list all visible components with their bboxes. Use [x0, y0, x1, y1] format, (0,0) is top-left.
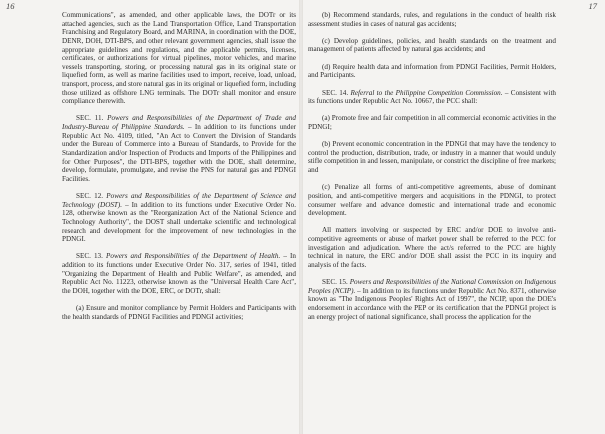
section-14 [308, 89, 556, 106]
section-number: SEC. 11. [76, 114, 104, 123]
right-text-column [308, 11, 556, 321]
section-number: SEC. 15. [322, 278, 348, 287]
section-13 [62, 252, 296, 295]
page-number: 16 [6, 1, 15, 11]
left-page [0, 0, 300, 434]
section-title: Powers and Responsibilities of the Department of Trade and Industry-Bureau of Philippine Standards. [62, 114, 296, 132]
paragraph-referral: All matters involving or suspected by ERC and/or DOE to involve anti-competitive agreements or abuse of market power shall be referred to the PCC for investigation and adjudication. Where the act/s referred to the PCC are highly technical in nature, the ERC and/or DOE shall assist the PCC in its inquiry and analysis of the facts. [308, 226, 556, 269]
section-15 [308, 278, 556, 321]
pcc-item-a: (a) Promote free and fair competition in all commercial economic activities in the PDNGI; [308, 114, 556, 131]
section-body: – In addition to its functions under Executive Order No. 128, otherwise known as the "Reorganization Act of the National Science and Technology Authority", the DOST shall undertake scientific and technological research and development for the improvement of new technologies in the PDNGI. [62, 200, 296, 244]
section-11 [62, 114, 296, 183]
section-number: SEC. 12. [76, 192, 104, 201]
section-number: SEC. 13. [76, 252, 103, 261]
section-title: Referral to the Philippine Competition Commission. [350, 88, 503, 97]
section-title: Powers and Responsibilities of the National Commission on Indigenous Peoples (NCIP). [308, 278, 556, 295]
section-body: – In addition to its functions under Republic Act No. 4109, titled, "An Act to Convert the Division of Standards under the Bureau of Commerce into a Bureau of Standards, to Provide for the Standardization and/or Inspection of Products and Imports of the Philippines and for Other Purposes", the DTI-BPS, together with the DOE, shall determine, develop, formulate, promulgate, and revise the PNS for natural gas and PDNGI Facilities. [62, 123, 296, 183]
list-item-a: (a) Ensure and monitor compliance by Permit Holders and Participants with the health standards of PDNGI Facilities and PDNGI activities; [62, 304, 296, 321]
section-title: Powers and Responsibilities of the Department of Health. [106, 252, 281, 261]
section-body: – Consistent with its functions under Republic Act No. 10667, the PCC shall: [308, 88, 557, 106]
list-item-d: (d) Require health data and information from PDNGI Facilities, Permit Holders, and Participants. [308, 62, 556, 80]
section-body: – In addition to its functions under Republic Act No. 8371, otherwise known as "The Indigenous Peoples' Rights Act of 1997", the NCIP, upon the DOE's endorsement in accordance with the PEP or its certification that the PDNGI project is an energy project of national significance, shall process the application for the [308, 286, 556, 321]
pcc-item-b: (b) Prevent economic concentration in the PDNGI that may have the tendency to control the production, distribution, trade, or industry in a manner that would unduly stifle competition in and lessen, manipulate, or constrict the discipline of free markets; and [308, 140, 556, 175]
right-page [302, 0, 605, 434]
section-number: SEC. 14. [322, 88, 349, 97]
section-body: – In addition to its functions under Executive Order No. 317, series of 1941, titled "Organizing the Department of Health and Public Welfare", as amended, and Republic Act No. 11223, otherwise known as the "Universal Health Care Act", the DOH, together with the DOE, ERC, or DOTr, shall: [62, 252, 297, 295]
section-12 [62, 192, 296, 244]
list-item-c: (c) Develop guidelines, policies, and health standards on the treatment and management of patients affected by natural gas accidents; and [308, 36, 556, 54]
page-number: 17 [588, 1, 597, 11]
list-item-b: (b) Recommend standards, rules, and regulations in the conduct of health risk assessment studies in cases of natural gas accidents; [308, 11, 556, 28]
pcc-item-c: (c) Penalize all forms of anti-competitive agreements, abuse of dominant position, and anti-competitive mergers and acquisitions in the PDNGI, to protect consumer welfare and advance domestic and international trade and economic development. [308, 183, 556, 218]
left-text-column [62, 11, 296, 321]
section-title: Powers and Responsibilities of the Department of Science and Technology (DOST). [62, 192, 296, 209]
paragraph-dotr-continued: Communications", as amended, and other applicable laws, the DOTr or its attached agencies, such as the Land Transportation Office, Land Transportation Franchising and Regulatory Board, and MARINA, in coordination with the DOE, DENR, DOH, DTI-BPS, and other relevant government agencies, shall issue the appropriate guidelines and regulations, and the applicable permits, licenses, certificates, or authorizations for virtual pipelines, motor vehicles, and marine vessels transporting, storing, or processing natural gas in its original state or liquefied form, as well as marine facilities used to import, receive, load, unload, transport, process, and store natural gas in its original or liquefied form, including those utilized as offshore LNG terminals. The DOTr shall monitor and ensure compliance therewith. [62, 11, 296, 106]
